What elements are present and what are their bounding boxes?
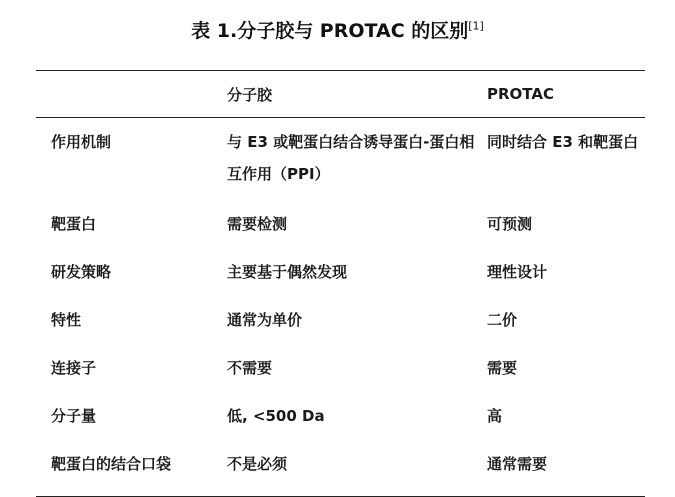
table-caption xyxy=(0,17,675,45)
header-cell-feature xyxy=(36,71,216,118)
table-row xyxy=(36,352,645,400)
row-molecular-glue-value: 需要检测 xyxy=(227,215,288,233)
row-protac-value: 二价 xyxy=(487,311,518,329)
row-protac-value: 高 xyxy=(487,407,503,425)
row-protac-value: 需要 xyxy=(487,359,518,377)
row-feature: 分子量 xyxy=(51,407,97,425)
table-row xyxy=(36,304,645,352)
row-protac-value: 同时结合 E3 和靶蛋白 xyxy=(487,133,639,151)
table-row xyxy=(36,448,645,497)
row-feature: 特性 xyxy=(51,311,82,329)
row-molecular-glue-value: 不是必须 xyxy=(216,448,484,497)
comparison-table xyxy=(36,70,645,497)
row-molecular-glue-value: 主要基于偶然发现 xyxy=(227,263,348,281)
table-row xyxy=(36,208,645,256)
row-feature: 作用机制 xyxy=(51,133,112,151)
header-cell-protac: PROTAC xyxy=(484,71,645,118)
table-row xyxy=(36,256,645,304)
table-header-row xyxy=(36,71,645,118)
row-protac-value: 通常需要 xyxy=(484,448,645,497)
reference-marker: [1] xyxy=(468,19,484,33)
row-molecular-glue-value: 不需要 xyxy=(227,359,273,377)
row-molecular-glue-value: 通常为单价 xyxy=(227,311,303,329)
table-row xyxy=(36,400,645,448)
row-feature: 研发策略 xyxy=(51,263,112,281)
row-feature: 靶蛋白 xyxy=(51,215,97,233)
comparison-table-container xyxy=(36,70,645,497)
table-row xyxy=(36,118,645,209)
row-molecular-glue-value: 低, <500 Da xyxy=(227,407,325,425)
row-feature: 连接子 xyxy=(51,359,97,377)
header-cell-molecular-glue: 分子胶 xyxy=(216,71,484,118)
row-molecular-glue-value: 与 E3 或靶蛋白结合诱导蛋白-蛋白相互作用（PPI） xyxy=(227,133,475,183)
row-feature: 靶蛋白的结合口袋 xyxy=(36,448,216,497)
table-title: 表 1.分子胶与 PROTAC 的区别 xyxy=(191,20,469,42)
row-protac-value: 理性设计 xyxy=(487,263,548,281)
row-protac-value: 可预测 xyxy=(487,215,533,233)
